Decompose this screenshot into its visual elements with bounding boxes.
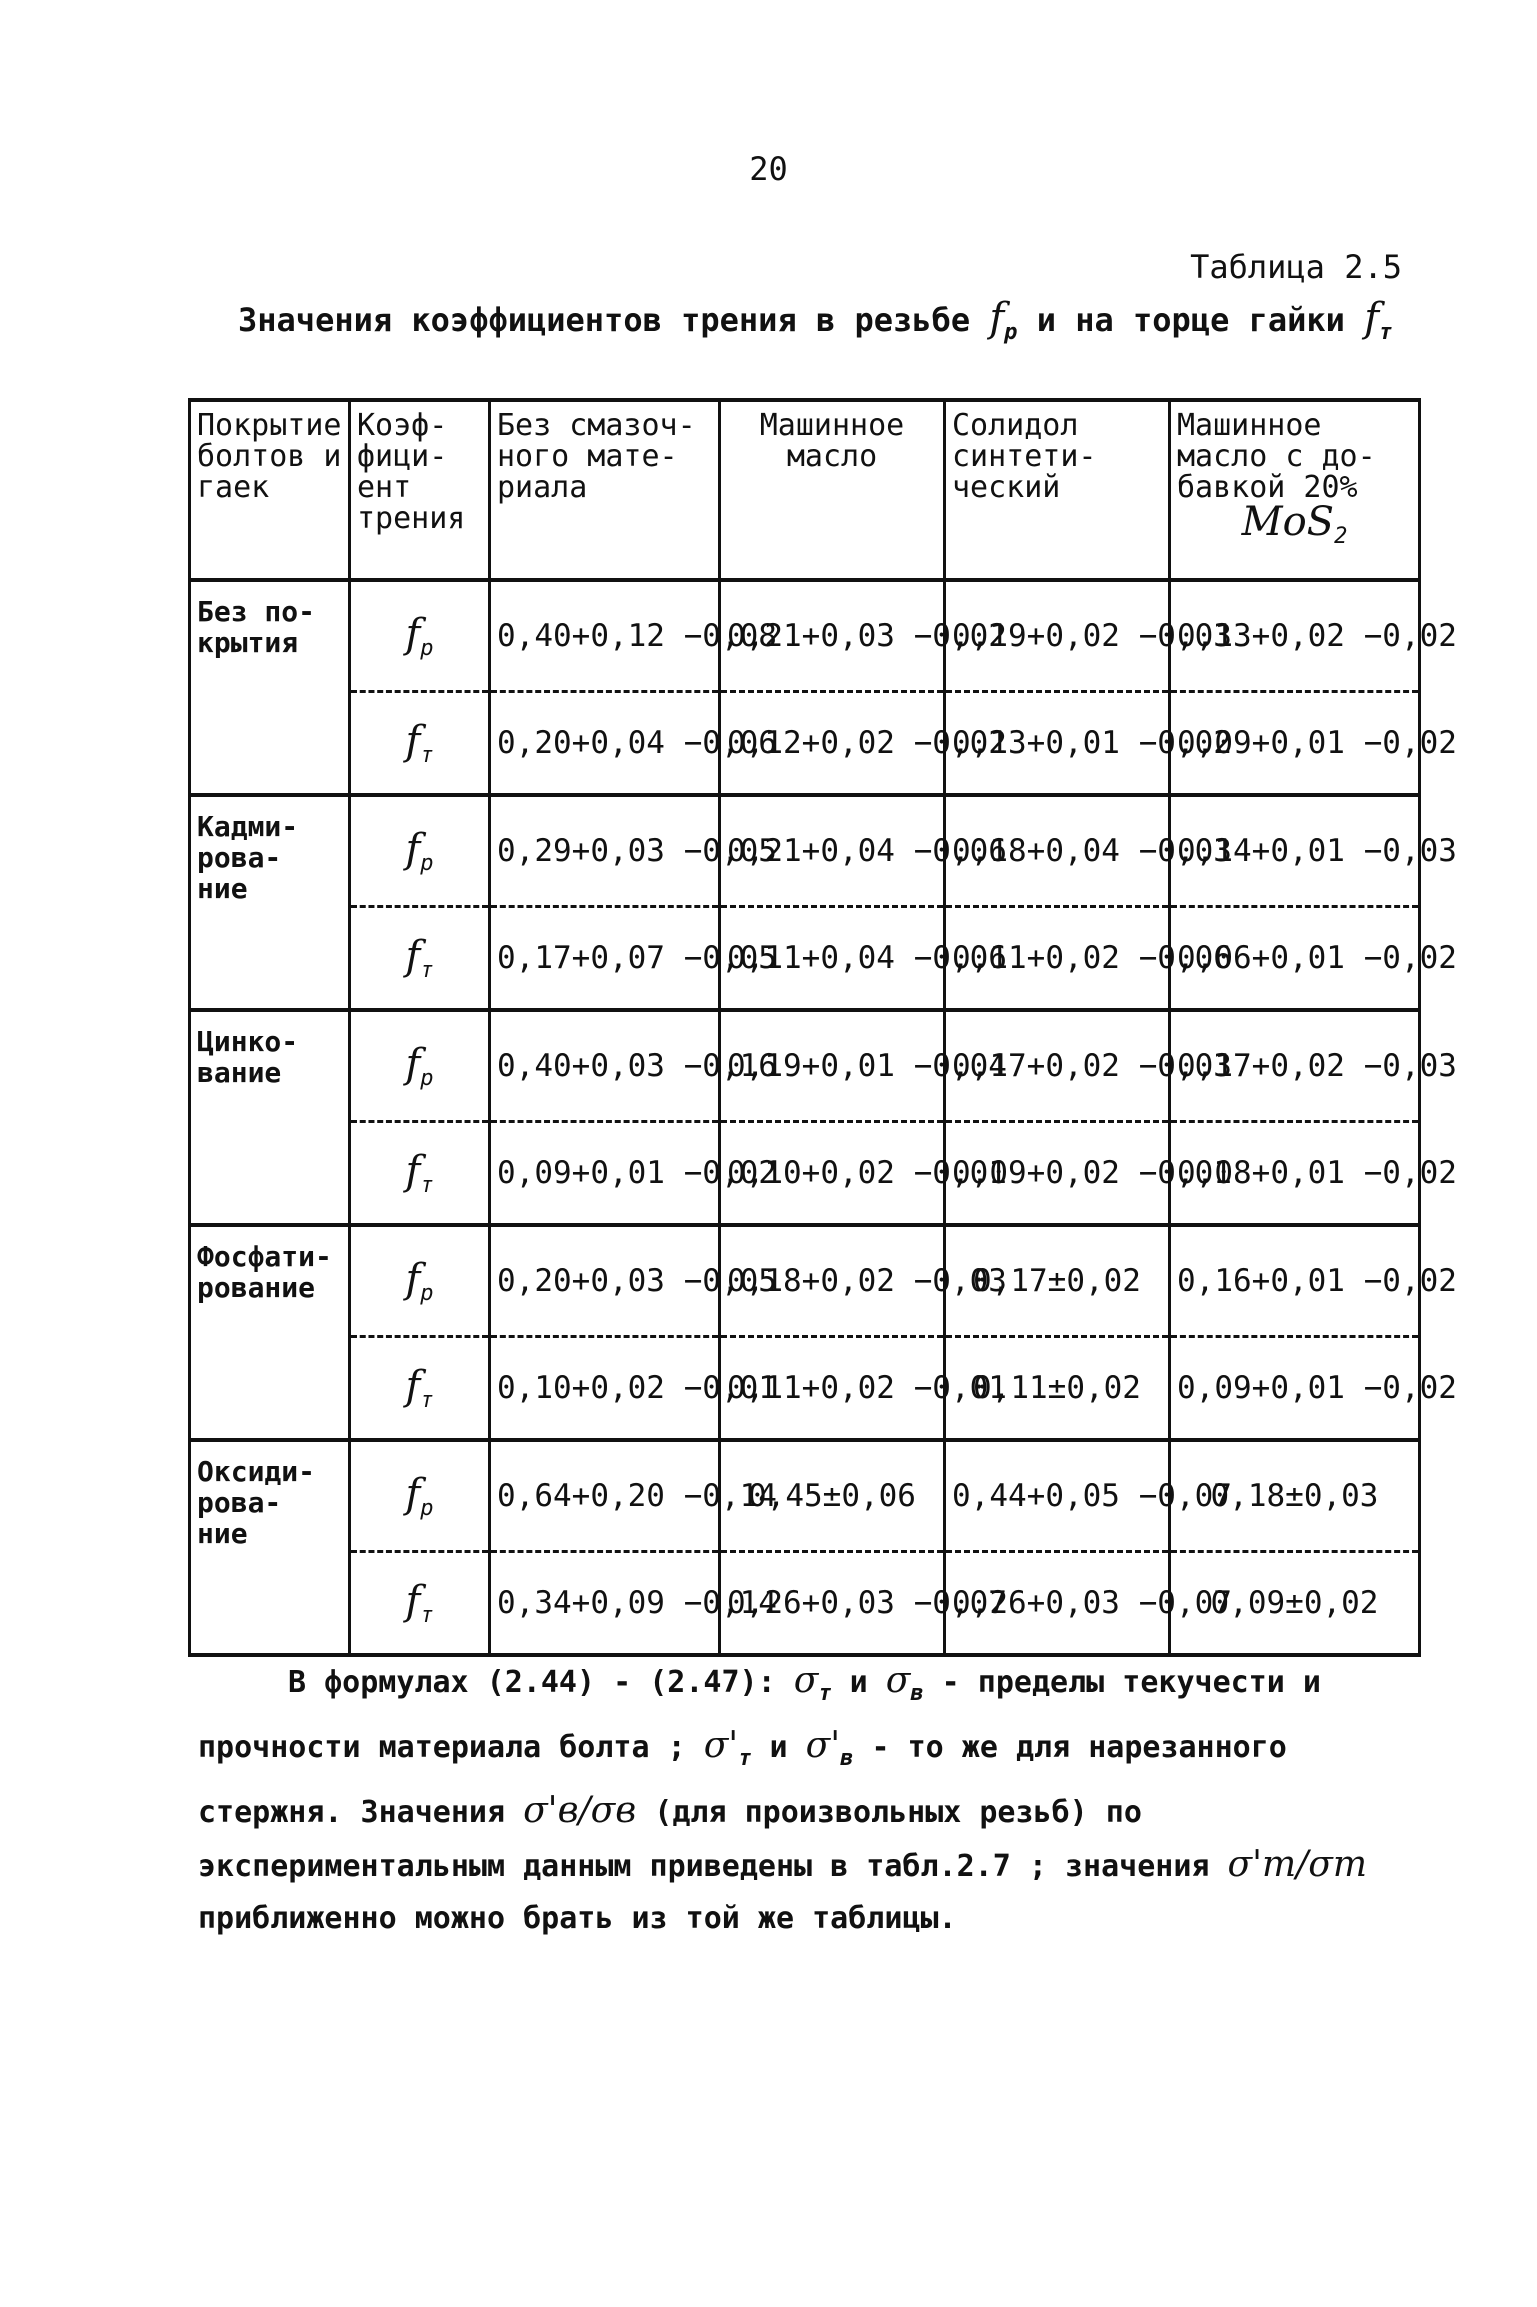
header-coating: Покрытие болтов и гаек (190, 400, 350, 580)
sigma-v-prime-sub: в (840, 1746, 854, 1771)
coefficient-subscript: р (420, 1281, 434, 1306)
friction-value: 0,09±0,02 (1170, 1552, 1420, 1656)
note-part-1: В формулах (2.44) - (2.47): (288, 1665, 776, 1700)
friction-value: 0,09+0,01 −0,02 (490, 1122, 720, 1226)
table-title-symbol-nut: f (1364, 295, 1380, 341)
coefficient-symbol (350, 692, 490, 796)
friction-value: 0,20+0,04 −0,06 (490, 692, 720, 796)
coating-name: Фосфати- рование (190, 1225, 350, 1440)
coefficient-letter: f (405, 1041, 421, 1087)
friction-value: 0,17±0,02 (945, 1225, 1170, 1337)
coefficient-subscript: р (420, 1496, 434, 1521)
coating-name: Оксиди- рова- ние (190, 1440, 350, 1655)
coefficient-letter: f (405, 718, 421, 764)
coefficient-symbol (350, 580, 490, 692)
mos2-subscript: 2 (1334, 524, 1348, 549)
friction-value: 0,09+0,01 −0,02 (1170, 692, 1420, 796)
friction-value: 0,26+0,03 −0,07 (720, 1552, 945, 1656)
coefficient-symbol (350, 1122, 490, 1226)
sigma-v-sub: в (910, 1681, 924, 1706)
friction-value: 0,13+0,02 −0,02 (1170, 580, 1420, 692)
friction-value: 0,06+0,01 −0,02 (1170, 907, 1420, 1011)
header-coefficient: Коэф- фици- ент трения (350, 400, 490, 580)
friction-value: 0,17+0,02 −0,03 (945, 1010, 1170, 1122)
friction-value: 0,11+0,02 −0,06 (945, 907, 1170, 1011)
table-title (238, 295, 1392, 345)
friction-value: 0,40+0,12 −0,08 (490, 580, 720, 692)
friction-value: 0,64+0,20 −0,14 (490, 1440, 720, 1552)
coefficient-subscript: р (420, 851, 434, 876)
sigma-t-prime-sub: т (738, 1746, 752, 1771)
ratio-t-symbol: σ'т/σт (1227, 1844, 1367, 1885)
coefficient-symbol (350, 1225, 490, 1337)
friction-value: 0,17+0,02 −0,03 (1170, 1010, 1420, 1122)
coefficient-subscript: т (420, 1388, 434, 1413)
friction-table (188, 398, 1457, 1657)
table-row-nut (190, 907, 1420, 1011)
sigma-t-sub: т (818, 1681, 832, 1706)
table-title-symbol-nut-sub: т (1379, 320, 1393, 345)
friction-value: 0,16+0,01 −0,02 (1170, 1225, 1420, 1337)
friction-value: 0,45±0,06 (720, 1440, 945, 1552)
header-machine-oil: Машинное масло (720, 400, 945, 580)
table-title-middle: и на торце гайки (1036, 301, 1345, 339)
friction-value: 0,34+0,09 −0,14 (490, 1552, 720, 1656)
coefficient-letter: f (405, 826, 421, 872)
coefficient-letter: f (405, 1363, 421, 1409)
table-body (190, 580, 1457, 1655)
coefficient-subscript: т (420, 1173, 434, 1198)
coefficient-letter: f (405, 1471, 421, 1517)
coefficient-symbol (350, 1440, 490, 1552)
table-label: Таблица 2.5 (1190, 248, 1402, 286)
sigma-v-prime-symbol: σ' (805, 1725, 841, 1766)
sigma-t-prime-symbol: σ' (703, 1725, 739, 1766)
coefficient-subscript: т (420, 958, 434, 983)
sigma-t-symbol: σ (793, 1660, 819, 1701)
friction-value: 0,20+0,03 −0,05 (490, 1225, 720, 1337)
friction-value: 0,18+0,04 −0,03 (945, 795, 1170, 907)
friction-value: 0,10+0,02 −0,01 (490, 1337, 720, 1441)
friction-value: 0,10+0,02 −0,01 (720, 1122, 945, 1226)
coefficient-letter: f (405, 1148, 421, 1194)
page-number: 20 (749, 150, 788, 188)
friction-value: 0,17+0,07 −0,05 (490, 907, 720, 1011)
coefficient-symbol (350, 1010, 490, 1122)
note-part-7: приближенно можно брать из той же таблицы. (198, 1901, 957, 1936)
friction-value: 0,11±0,02 (945, 1337, 1170, 1441)
friction-value: 0,18+0,02 −0,03 (720, 1225, 945, 1337)
friction-value: 0,09+0,02 −0,01 (945, 1122, 1170, 1226)
coefficient-letter: f (405, 611, 421, 657)
coating-name: Кадми- рова- ние (190, 795, 350, 1010)
coefficient-letter: f (405, 933, 421, 979)
coefficient-symbol (350, 795, 490, 907)
note-part-2: и (849, 1665, 868, 1700)
note-part-3: - пределы текучести и прочности материала болта ; (198, 1665, 1321, 1765)
note-paragraph (198, 1655, 1423, 1945)
header-machine-oil-mos2 (1170, 400, 1420, 580)
friction-value: 0,12+0,02 −0,02 (720, 692, 945, 796)
note-part-4: и (769, 1730, 788, 1765)
note-part-6: (для произвольных резьб) по экспериментальным данным приведены в табл.2.7 ; значения (198, 1795, 1210, 1884)
friction-value: 0,44+0,05 −0,07 (945, 1440, 1170, 1552)
friction-value: 0,14+0,01 −0,03 (1170, 795, 1420, 907)
friction-value: 0,19+0,02 −0,03 (945, 580, 1170, 692)
coating-name: Без по- крытия (190, 580, 350, 795)
coefficient-subscript: т (420, 1603, 434, 1628)
coefficient-letter: f (405, 1256, 421, 1302)
friction-value: 0,13+0,01 −0,02 (945, 692, 1170, 796)
friction-value: 0,40+0,03 −0,16 (490, 1010, 720, 1122)
mos2-formula: MoS (1241, 499, 1335, 545)
friction-value: 0,21+0,04 −0,06 (720, 795, 945, 907)
header-solidol: Солидол синтети- ческий (945, 400, 1170, 580)
coefficient-subscript: т (420, 743, 434, 768)
table-row-nut (190, 1122, 1420, 1226)
table-row-nut (190, 1337, 1420, 1441)
friction-value: 0,08+0,01 −0,02 (1170, 1122, 1420, 1226)
table-row-thread (190, 1010, 1420, 1122)
friction-value: 0,21+0,03 −0,02 (720, 580, 945, 692)
table-row-nut (190, 692, 1420, 796)
header-machine-oil-mos2-label: Машинное масло с до- бавкой 20% (1177, 408, 1376, 505)
header-no-lubricant: Без смазоч- ного мате- риала (490, 400, 720, 580)
coating-name: Цинко- вание (190, 1010, 350, 1225)
friction-value: 0,18±0,03 (1170, 1440, 1420, 1552)
table-header-row (190, 400, 1420, 580)
friction-value: 0,11+0,04 −0,06 (720, 907, 945, 1011)
sigma-v-symbol: σ (885, 1660, 911, 1701)
coefficient-letter: f (405, 1578, 421, 1624)
coefficient-symbol (350, 1552, 490, 1656)
table-title-text: Значения коэффициентов трения в резьбе (238, 301, 971, 339)
note-part-5: - то же для нарезанного стержня. Значения (198, 1730, 1287, 1830)
table-row-thread (190, 795, 1420, 907)
friction-value: 0,29+0,03 −0,05 (490, 795, 720, 907)
ratio-v-symbol: σ'в/σв (523, 1790, 637, 1831)
table-row-thread (190, 1225, 1420, 1337)
friction-value: 0,19+0,01 −0,04 (720, 1010, 945, 1122)
table-title-symbol-thread-sub: р (1004, 320, 1018, 345)
table-row-thread (190, 580, 1420, 692)
coefficient-subscript: р (420, 1066, 434, 1091)
coefficient-subscript: р (420, 636, 434, 661)
coefficient-symbol (350, 1337, 490, 1441)
friction-value: 0,11+0,02 −0,01 (720, 1337, 945, 1441)
table-row-thread (190, 1440, 1420, 1552)
table-row-nut (190, 1552, 1420, 1656)
coefficient-symbol (350, 907, 490, 1011)
table-title-symbol-thread: f (989, 295, 1005, 341)
friction-value: 0,09+0,01 −0,02 (1170, 1337, 1420, 1441)
friction-value: 0,26+0,03 −0,07 (945, 1552, 1170, 1656)
